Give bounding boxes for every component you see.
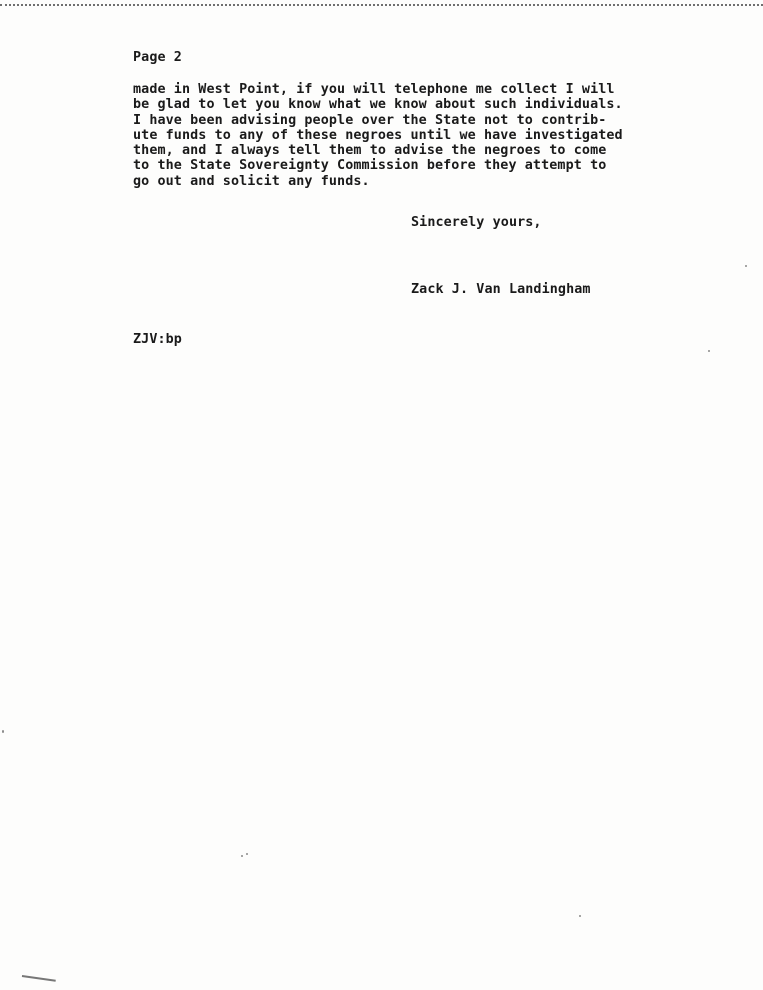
scan-artifact-mark — [22, 975, 56, 982]
letter-body — [133, 82, 623, 189]
closing-salutation: Sincerely yours, — [411, 215, 542, 230]
scan-speck — [745, 265, 747, 267]
scan-speck — [241, 855, 243, 857]
body-line: ute funds to any of these negroes until we have investigated — [133, 127, 623, 143]
scan-speck — [2, 730, 4, 733]
reference-initials: ZJV:bp — [133, 332, 182, 347]
scan-speck — [579, 915, 581, 917]
body-line: I have been advising people over the State not to contrib- — [133, 112, 607, 128]
page-number: Page 2 — [133, 50, 182, 65]
body-line: to the State Sovereignty Commission before they attempt to — [133, 158, 607, 174]
body-line: be glad to let you know what we know about such individuals. — [133, 97, 623, 113]
body-line: go out and solicit any funds. — [133, 173, 370, 189]
signer-name: Zack J. Van Landingham — [411, 282, 591, 297]
body-line: made in West Point, if you will telephone me collect I will — [133, 82, 615, 97]
scan-speck — [246, 853, 248, 855]
page-top-edge — [0, 0, 763, 6]
body-line: them, and I always tell them to advise the negroes to come — [133, 143, 607, 159]
scan-speck — [708, 350, 710, 352]
